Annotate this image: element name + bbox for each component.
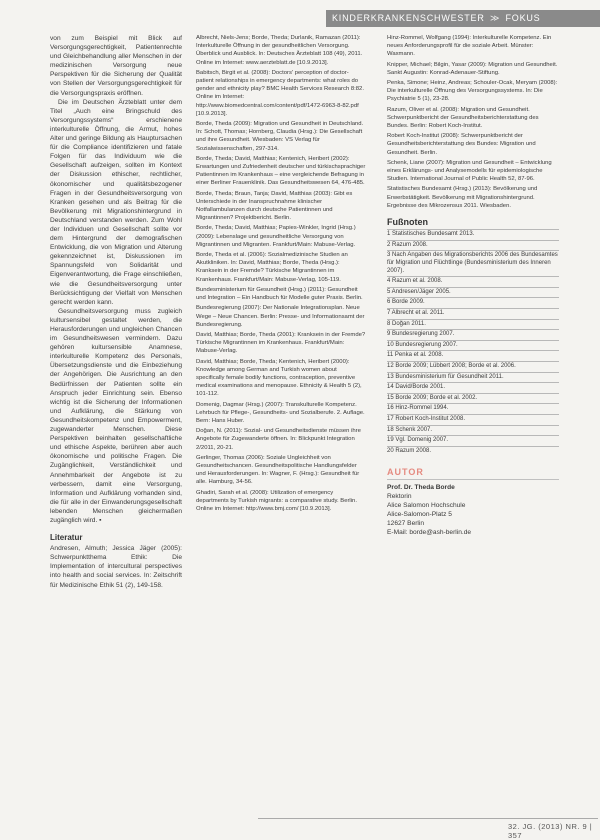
reference-entry: Gerlinger, Thomas (2006): Soziale Ungleichheit von Gesundheitschancen. Gesundheitspolitische Handlungsfelder und Herausforderungen. In: Wagner, F. (Hrsg.): Gesundheit für alle. Hamburg, 34-56. (196, 454, 360, 486)
body-paragraph: Gesundheitsversorgung muss zugleich kultursensibel gestaltet werden, die Herausforderungen und ungleichen Chancen im Gesundheitswesen vermindern. Dazu gehören kultursensible Anamnese, interkulturelle Kompetenz des Personals, Übersetzungsdienste und die Einbeziehung der Angehörigen. Die Ausrichtung an den Bedürfnissen der Patienten sollte ein Anspruch jeder Einrichtung sein. Ebenso wichtig ist die Sicherung der Informationen und Aufklärung, die Stärkung von Gesundheitskompetenz und Empowerment, zugewanderter Menschen. Diese Perspektiven beinhalten gesellschaftliche und ethische Aspekte, berühren aber auch ökonomische und politische Fragen. Die Zugänglichkeit, Verständlichkeit und Annehmbarkeit der Angebote ist zu verbessern, damit eine Versorgung, Information und Aufklärung vorhanden sind, die für alle in der Einwanderungsgesellschaft lebenden Menschen gleichermaßen zugänglich wird. ▪ (50, 307, 182, 524)
reference-entry: Ghadiri, Sarah et al. (2008): Utilization of emergency departments by Turkish migrants: a comparative study. Berlin. Online im Internet: http://www.bmj.com/ [10.9.2013]. (196, 489, 357, 512)
header-separator: ≫ (489, 13, 501, 23)
reference-entry: Domenig, Dagmar (Hrsg.) (2007): Transkulturelle Kompetenz. Lehrbuch für Pflege-, Gesundheits- und Sozialberufe. 2. Auflage. Bern: Hans Huber. (196, 401, 365, 424)
footnote-item: 9 Bundesregierung 2007. (387, 329, 559, 340)
column-2 (196, 34, 366, 515)
footnote-item: 11 Penka et al. 2008. (387, 350, 559, 361)
footnote-item: 13 Bundesministerium für Gesundheit 2011. (387, 372, 559, 383)
reference-entry: Borde, Theda; David, Matthias; Papies-Winkler, Ingrid (Hrsg.) (2009): Lebenslage und gesundheitliche Versorgung von Migrantinnen und Migranten. Frankfurt/Main: Mabuse-Verlag. (196, 225, 356, 248)
column-1 (50, 34, 182, 592)
footnote-item: 17 Robert Koch-Institut 2008. (387, 414, 559, 425)
reference-entry: Borde, Theda; David, Matthias; Kentenich, Heribert (2002): Erwartungen und Zufriedenheit deutscher und türkischsprachiger Patientinnen im Krankenhaus – eine vergleichende Befragung in einer Berliner Frauenklinik. Das Gesundheitswesen 64, 476-485. (196, 155, 366, 187)
footnote-item: 5 Andresen/Jäger 2005. (387, 287, 559, 298)
reference-entry: Andresen, Almuth; Jessica Jäger (2005): Schwerpunktthema Ethik: Die Implementation of intercultural perspectives into health and social services. In: Zeitschrift für Medizinische Ethik 51 (2), 149-158. (50, 545, 182, 589)
reference-entry: Albrecht, Niels-Jens; Borde, Theda; Durlanik, Ramazan (2011): Interkulturelle Öffnung in der gesundheitlichen Versorgung. Überblick und Ausblick. In: Deutsches Ärzteblatt 108 (49), 2011. Online im Internet: www.aerzteblatt.de [10.9.2013]. (196, 35, 363, 66)
column-3 (387, 34, 559, 537)
reference-entry: David, Matthias; Borde, Theda (2001): Kranksein in der Fremde? Türkische Migrantinnen im Krankenhaus. Frankfurt/Main: Mabuse-Verlag. (196, 331, 366, 355)
reference-entry: Razum, Oliver et al. (2008): Migration und Gesundheit. Schwerpunktbericht der Gesundheitsberichterstattung des Bundes. Berlin: Robert Koch-Institut. (387, 106, 539, 130)
reference-entry: Penka, Simone; Heinz, Andreas; Schouler-Ocak, Meryam (2008): Die interkulturelle Öffnung des Versorgungssystems. In: Die Psychiatrie 5 (1), 23-28. (387, 80, 558, 103)
reference-entry: Knipper, Michael; Bilgin, Yasar (2009): Migration und Gesundheit. Sankt Augustin: Konrad-Adenauer-Stiftung. (387, 61, 558, 76)
footnote-item: 3 Nach Angaben des Migrationsberichts 2006 des Bundesamtes für Migration und Flüchtlinge (Bundesministerium des Inneren 2007). (387, 250, 559, 276)
author-role: Rektorin (387, 492, 412, 500)
body-paragraph: von zum Beispiel mit Blick auf Versorgungsgerechtigkeit, Patientenrechte und Gleichbehandlung aller Menschen in der medizinischen Versorgung neue Perspektiven für die Sicherung der Qualität von Stellen der Versorgungsgerechtigkeit für die Versorgungspraxis eröffnen. (50, 35, 182, 97)
author-name: Prof. Dr. Theda Borde (387, 483, 455, 491)
page-footer (508, 822, 600, 840)
author-email: E-Mail: borde@ash-berlin.de (387, 528, 472, 536)
footnote-item: 12 Borde 2009; Lübbert 2008; Borde et al. 2006. (387, 361, 559, 372)
footnote-item: 6 Borde 2009. (387, 297, 559, 308)
author-heading: AUTOR (387, 468, 559, 479)
footnote-item: 15 Borde 2009; Borde et al. 2002. (387, 393, 559, 404)
reference-entry: Hinz-Rommel, Wolfgang (1994): Interkulturelle Kompetenz. Ein neues Anforderungsprofil für die soziale Arbeit. Münster: Waxmann. (387, 35, 552, 58)
footnote-item: 2 Razum 2008. (387, 240, 559, 251)
section-title: FOKUS (505, 13, 541, 23)
reference-entry: Robert Koch-Institut (2008): Schwerpunktbericht der Gesundheitsberichterstattung des Bundes: Migration und Gesundheit. Berlin. (387, 133, 536, 156)
footnote-item: 14 David/Borde 2001. (387, 382, 559, 393)
footnotes-heading: Fußnoten (387, 217, 428, 228)
literature-heading: Literatur (50, 533, 83, 543)
footnote-item: 18 Schenk 2007. (387, 425, 559, 436)
journal-title: KINDERKRANKENSCHWESTER (332, 13, 485, 23)
author-institution: Alice Salomon Hochschule (387, 501, 466, 509)
reference-entry: Borde, Theda (2009): Migration und Gesundheit in Deutschland. In: Schott, Thomas; Hornberg, Claudia (Hrsg.): Die Gesellschaft und ihre Gesundheit. Wiesbaden: VS Verlag für Sozialwissenschaften, 297-314. (196, 121, 364, 152)
footnote-item: 10 Bundesregierung 2007. (387, 340, 559, 351)
footnote-item: 8 Doğan 2011. (387, 319, 559, 330)
footnote-item: 20 Razum 2008. (387, 446, 559, 457)
author-city: 12627 Berlin (387, 519, 425, 527)
footnote-item: 16 Hinz-Rommel 1994. (387, 403, 559, 414)
author-street: Alice-Salomon-Platz 5 (387, 510, 452, 518)
reference-entry: Borde, Theda et al. (2006): Sozialmedizinische Studien an Akutkliniken. In: David, Matthias; Borde, Theda (Hrsg.): Kranksein in der Fremde? Türkische Migrantinnen im Krankenhaus. Frankfurt/Main: Mabuse-Verlag, 105-119. (196, 252, 348, 283)
reference-entry: Schenk, Liane (2007): Migration und Gesundheit – Entwicklung eines Erklärungs- und Analysemodells für epidemiologische Studien. International Journal of Public Health 52, 87-96. (387, 159, 552, 183)
footnote-item: 1 Statistisches Bundesamt 2013. (387, 229, 559, 240)
footnote-item: 4 Razum et al. 2008. (387, 276, 559, 287)
reference-entry: Bundesregierung (2007): Der Nationale Integrationsplan. Neue Wege – Neue Chancen. Berlin: Presse- und Informationsamt der Bundesregierung. (196, 305, 365, 328)
issue-and-page: 32. JG. (2013) NR. 9 | 357 (508, 822, 593, 840)
journal-header (326, 10, 600, 27)
reference-entry: Borde, Theda; Braun, Tanja; David, Matthias (2003): Gibt es Unterschiede in der Inanspruchnahme klinischer Notfallambulanzen durch deutsche Patientinnen und Migrantinnen? Projektbericht. Berlin. (196, 190, 353, 222)
body-paragraph: Die im Deutschen Ärzteblatt unter dem Titel „Auch eine Bringschuld des Versorgungssystems“ erschienene interkulturelle Öffnung, die Armut, hohes Alter und geringe Bildung als Hauptursachen für die Compliance identifizieren und fatale Folgen für das Individuum wie die Gesellschaft aufzeigen, sollten im Kontext der Diskussion ethischer, rechtlicher, ökonomischer und qualitätsbezogener Fragen in der Gesundheitsversorgung von Kranken gesehen und als Beitrag für die Bevölkerung mit Migrationshintergrund in Deutschland verstanden werden. Zum Wohl der Individuen und Gesellschaft sollte vor dem Hintergrund der demografischen Entwicklung, die von Migration und Alterung gekennzeichnet ist, Diskussionen im Spannungsfeld von Solidarität und Eigenverantwortung, die Frage einschließen, wie die Gesundheitsversorgung unter Berücksichtigung der Vielfalt von Menschen gerecht werden kann. (50, 98, 182, 306)
reference-entry: David, Matthias; Borde, Theda; Kentenich, Heribert (2000): Knowledge among German and Turkish women about specifically female bodily functions, contraception, preventive medical examinations and menopause. Ethnicity & Health 5 (2), 101-112. (196, 358, 362, 398)
reference-entry: Statistisches Bundesamt (Hrsg.) (2013): Bevölkerung und Erwerbstätigkeit. Bevölkerung mit Migrationshintergrund. Ergebnisse des Mikrozensus 2011. Wiesbaden. (387, 186, 538, 209)
reference-entry: Babitsch, Birgit et al. (2008): Doctors' perception of doctor-patient relationships in emergency departments: what roles do gender and ethnicity play? BMC Health Services Research 8:82. Online im Internet: http://www.biomedcentral.com/content/pdf/1472-6963-8-82.pdf [10.9.2013]. (196, 69, 364, 117)
reference-entry: Bundesministerium für Gesundheit (Hrsg.) (2011): Gesundheit und Integration – Ein Handbuch für Modelle guter Praxis. Berlin. (196, 286, 363, 302)
footnote-item: 19 Vgl. Domenig 2007. (387, 435, 559, 446)
footnote-item: 7 Albrecht et al. 2011. (387, 308, 559, 319)
footnote-list (387, 229, 559, 456)
reference-entry: Doğan, N. (2011): Sozial- und Gesundheitsdienste müssen ihre Angebote für Zugewanderte öffnen. In: Blickpunkt Integration 2/2011, 20-21. (196, 428, 361, 451)
footer-rule (258, 818, 598, 819)
